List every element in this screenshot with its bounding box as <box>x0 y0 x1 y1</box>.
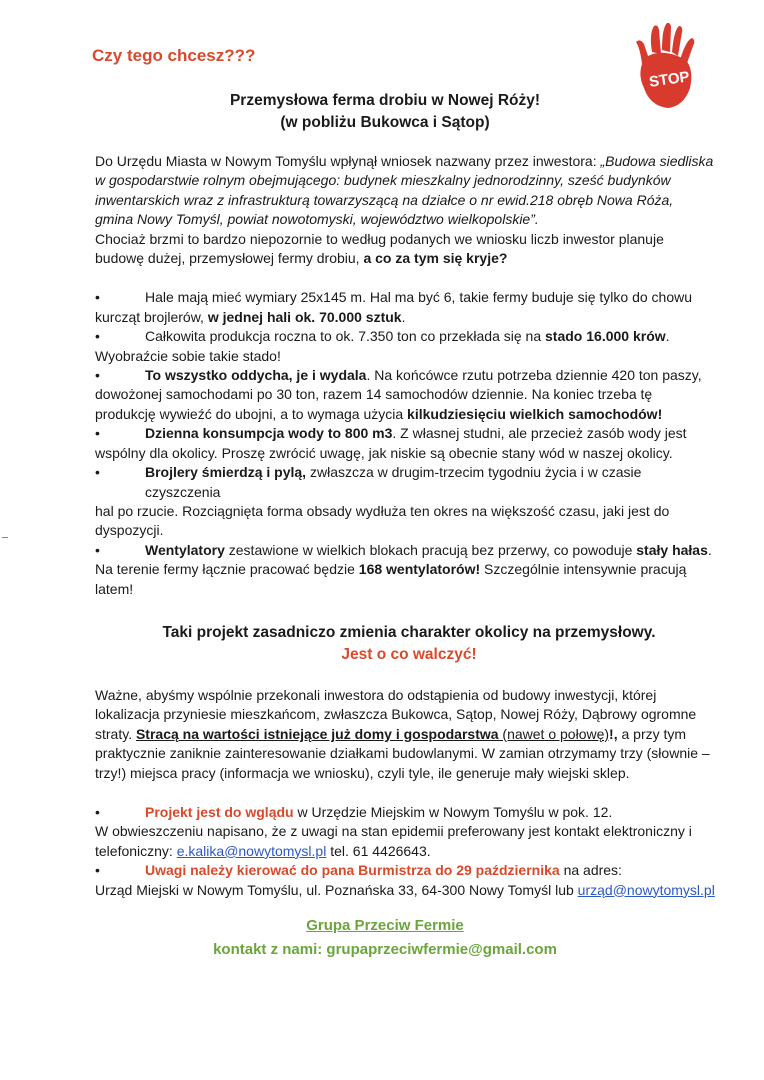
list-item: • Dzienna konsumpcja wody to 800 m3. Z własnej studni, ale przecież zasób wody jest <box>95 424 715 443</box>
list-item: • Uwagi należy kierować do pana Burmistrza do 29 października na adres: <box>95 861 715 880</box>
info-paragraph: W obwieszczeniu napisano, że z uwagi na stan epidemii preferowany jest kontakt elektroniczny i telefoniczny: e.kalika@nowytomysl.pl tel. 61 4426643. <box>95 823 692 859</box>
scan-mark <box>2 537 8 538</box>
list-item-cont: dowożonej samochodami po 30 ton, razem 14 samochodów dziennie. Na koniec trzeba tę produkcję wywieźć do ubojni, a to wymaga użycia kilkudziesięciu wielkich samochodów! <box>95 386 663 422</box>
list-item: • Całkowita produkcja roczna to ok. 7.350 ton co przekłada się na stado 16.000 krów. <box>95 327 715 346</box>
email-link-urzad[interactable]: urząd@nowytomysl.pl <box>577 881 715 898</box>
key-message-line-1: Taki projekt zasadniczo zmienia charakter okolicy na przemysłowy. <box>162 623 656 641</box>
list-item: • Hale mają mieć wymiary 25x145 m. Hal ma być 6, takie fermy buduje się tylko do chowu <box>95 288 715 307</box>
headline: Czy tego chcesz??? <box>92 46 256 65</box>
footer <box>120 914 650 962</box>
intro-lead: Do Urzędu Miasta w Nowym Tomyślu wpłynął wniosek nazwany przez inwestora: <box>95 153 601 169</box>
bullet-icon: • <box>95 541 100 558</box>
list-item-cont: wspólny dla okolicy. Proszę zwrócić uwagę, jak niskie są obecnie stany wód w naszej okolicy. <box>95 444 673 461</box>
intro-quote: „Budowa siedliska w gospodarstwie rolnym obejmującego: budynek mieszkalny jednorodzinny, sześć budynków inwentarskich wraz z infrastrukturą towarzyszącą na działce o nr ewid.218 obręb Nowa Róża, gmina Nowy Tomyśl, powiat nowotomyski, województwo wielkopolskie”. <box>95 153 714 228</box>
bullet-icon: • <box>95 289 100 306</box>
intro-emph: a co za tym się kryje? <box>363 250 508 267</box>
list-item-cont: hal po rzucie. Rozciągnięta forma obsady wydłuża ten okres na większość czasu, jaki jest do dyspozycji. <box>95 502 670 539</box>
main-title <box>120 90 650 134</box>
facts-list <box>95 288 715 599</box>
list-item: • Projekt jest do wglądu w Urzędzie Miejskim w Nowym Tomyślu w pok. 12. <box>95 803 715 822</box>
bullet-icon: • <box>95 367 100 384</box>
intro-paragraph <box>95 152 715 268</box>
contact-line: kontakt z nami: grupaprzeciwfermie@gmail.com <box>213 941 557 958</box>
main-content <box>95 152 715 900</box>
title-line-1: Przemysłowa ferma drobiu w Nowej Róży! <box>229 92 541 109</box>
address-paragraph: Urząd Miejski w Nowym Tomyślu, ul. Poznańska 33, 64-300 Nowy Tomyśl lub urząd@nowytomysl.pl <box>95 881 715 898</box>
list-item: • To wszystko oddycha, je i wydala. Na końcówce rzutu potrzeba dziennie 420 ton paszy, <box>95 366 715 385</box>
key-message <box>103 622 715 666</box>
bullet-icon: • <box>95 803 100 820</box>
stop-label: STOP <box>648 68 691 91</box>
bullet-icon: • <box>95 425 100 442</box>
bullet-icon: • <box>95 862 100 879</box>
list-item: • Brojlery śmierdzą i pylą, zwłaszcza w drugim-trzecim tygodniu życia i w czasie czyszczenia <box>95 463 715 502</box>
list-item-cont: Wyobraźcie sobie takie stado! <box>95 347 281 364</box>
list-item-cont: Na terenie fermy łącznie pracować będzie 168 wentylatorów! Szczególnie intensywnie pracują latem! <box>95 561 687 597</box>
group-name: Grupa Przeciw Fermie <box>306 917 464 934</box>
bullet-icon: • <box>95 328 100 345</box>
list-item: • Wentylatory zestawione w wielkich blokach pracują bez przerwy, co powoduje stały hałas. <box>95 541 715 560</box>
list-item-cont: kurcząt brojlerów, w jednej hali ok. 70.000 sztuk. <box>95 308 406 325</box>
bullet-icon: • <box>95 464 100 481</box>
intro-body: Chociaż brzmi to bardzo niepozornie to według podanych we wniosku liczb inwestor planuje budowę dużej, przemysłowej fermy drobiu, <box>95 230 664 267</box>
email-link-kalika[interactable]: e.kalika@nowytomysl.pl <box>176 842 327 859</box>
appeal-paragraph: Ważne, abyśmy wspólnie przekonali inwestora do odstąpienia od budowy inwestycji, której lokalizacja przyniesie mieszkańcom, zwłaszcza Bukowca, Sątop, Nowej Róży, Dąbrowy ogromne straty. Stracą na wartości istniejące już domy i gospodarstwa (nawet o połowę)!, a przy tym praktycznie zaniknie zainteresowanie działkami budowlanymi. W zamian otrzymamy trzy (słownie – trzy!) miejsca pracy (informacja we wniosku), czyli tyle, ile generuje mały wiejski sklep. <box>95 686 710 781</box>
title-line-2: (w pobliżu Bukowca i Sątop) <box>280 114 490 131</box>
key-message-line-2: Jest o co walczyć! <box>341 645 477 663</box>
